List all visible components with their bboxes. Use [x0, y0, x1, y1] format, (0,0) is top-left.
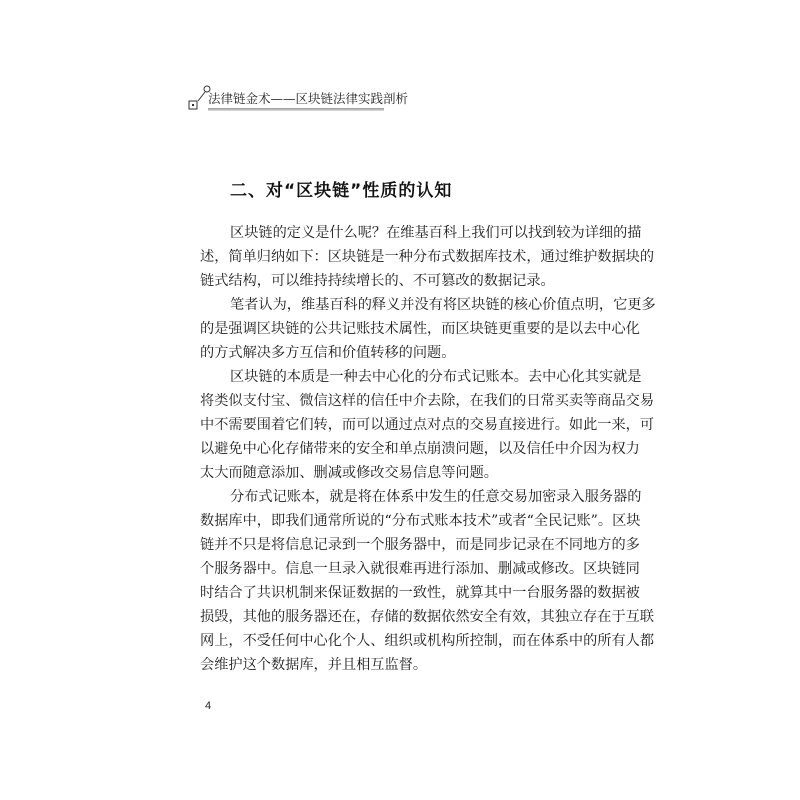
text-line: 网上，不受任何中心化个人、组织或机构所控制，而在体系中的所有人都: [200, 633, 655, 649]
text-line: 时结合了共识机制来保证数据的一致性，就算其中一台服务器的数据被: [200, 585, 640, 601]
text-line: 分布式记账本，就是将在体系中发生的任意交易加密录入服务器的: [230, 489, 642, 505]
text-line: 数据库中，即我们通常所说的“分布式账本技术”或者“全民记账”。区块: [200, 513, 641, 529]
paragraph: [200, 221, 655, 293]
section-title: 二、对“区块链”性质的认知: [230, 181, 453, 201]
text-line: 述，简单归纳如下：区块链是一种分布式数据库技术，通过维护数据块的: [200, 249, 655, 265]
text-line: 中不需要围着它们转，而可以通过点对点的交易直接进行。如此一来，可: [200, 417, 655, 433]
paragraph: [200, 485, 655, 677]
header-rule: [208, 108, 384, 111]
text-line: 链并不只是将信息记录到一个服务器中，而是同步记录在不同地方的多: [200, 537, 640, 553]
text-line: 链式结构，可以维持持续增长的、不可篡改的数据记录。: [200, 273, 555, 289]
page-number: 4: [205, 700, 212, 712]
text-line: 太大而随意添加、删减或修改交易信息等问题。: [200, 465, 498, 481]
text-line: 的方式解决多方互信和价值转移的问题。: [200, 345, 456, 361]
body-text: [200, 221, 656, 677]
text-line: 区块链的本质是一种去中心化的分布式记账本。去中心化其实就是: [230, 369, 642, 385]
text-line: 会维护这个数据库，并且相互监督。: [200, 657, 428, 673]
paragraph: [200, 293, 656, 365]
text-line: 损毁，其他的服务器还在，存储的数据依然安全有效，其独立存在于互联: [200, 609, 655, 625]
paragraph: [200, 365, 655, 485]
text-line: 区块链的定义是什么呢？在维基百科上我们可以找到较为详细的描: [230, 225, 642, 241]
text-line: 以避免中心化存储带来的安全和单点崩溃问题，以及信任中介因为权力: [200, 441, 640, 457]
text-line: 的是强调区块链的公共记账技术属性，而区块链更重要的是以去中心化: [200, 321, 640, 337]
text-line: 将类似支付宝、微信这样的信任中介去除，在我们的日常买卖等商品交易: [200, 393, 655, 409]
text-line: 笔者认为，维基百科的释义并没有将区块链的核心价值点明，它更多: [230, 297, 656, 313]
running-title: 法律链金术——区块链法律实践剖析: [208, 91, 409, 106]
text-line: 个服务器中。信息一旦录入就很难再进行添加、删减或修改。区块链同: [200, 561, 640, 577]
running-header: [188, 84, 409, 114]
